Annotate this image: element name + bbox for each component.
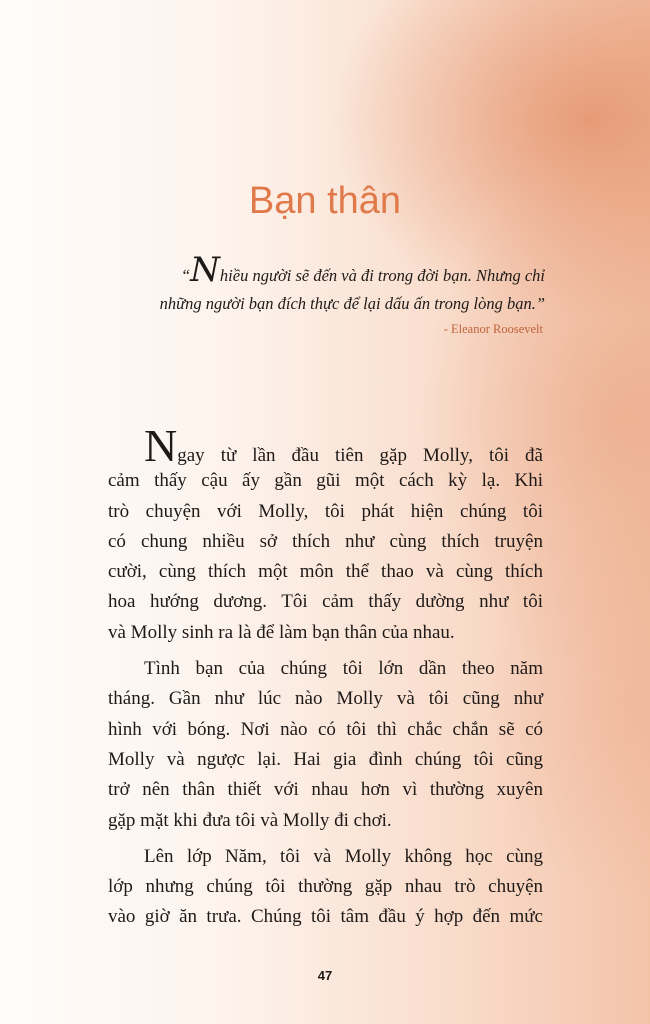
quote-initial: N [190,250,220,290]
quote-line: những người bạn đích thực để lại dấu ấn trong lòng bạn.” [159,294,545,313]
text-line: tháng. Gần như lúc nào Molly và tôi cũng như [108,688,543,710]
paragraph [108,654,543,836]
text-line: trở nên thân thiết với nhau hơn vì thường xuyên [108,779,543,801]
text-line: có chung nhiều sở thích như cùng thích truyện [108,530,543,552]
quote-line: hiều người sẽ đến và đi trong đời bạn. Nhưng chỉ [219,266,545,285]
text-line: cười, cùng thích một môn thể thao và cùng thích [108,561,543,583]
text-line: cảm thấy cậu ấy gần gũi một cách kỳ lạ. Khi [108,470,543,492]
page-number: 47 [317,968,333,983]
epigraph-quote [140,250,545,318]
text-line: gặp mặt khi đưa tôi và Molly đi chơi. [108,809,392,831]
text-line: và Molly sinh ra là để làm bạn thân của nhau. [108,621,455,643]
drop-cap: N [144,420,178,471]
text-line: Molly và ngược lại. Hai gia đình chúng tôi cũng [108,748,543,770]
chapter-title: Bạn thân [248,180,402,222]
paragraph [108,420,543,648]
text-line: Tình bạn của chúng tôi lớn dần theo năm [144,658,543,680]
paragraph [108,842,543,933]
text-line: hình với bóng. Nơi nào có tôi thì chắc chắn sẽ có [108,718,543,740]
text-line: vào giờ ăn trưa. Chúng tôi tâm đầu ý hợp đến mức [108,906,543,928]
text-line: trò chuyện với Molly, tôi phát hiện chúng tôi [108,500,543,522]
quote-author: - Eleanor Roosevelt [443,322,543,336]
quote-open-mark: “ [180,266,191,285]
text-line: lớp nhưng chúng tôi thường gặp nhau trò chuyện [108,876,543,898]
text-line: hoa hướng dương. Tôi cảm thấy dường như tôi [108,591,543,613]
body-text [108,420,543,939]
text-line: Ngay từ lần đầu tiên gặp Molly, tôi đã [144,420,543,471]
text-line: Lên lớp Năm, tôi và Molly không học cùng [144,845,543,867]
